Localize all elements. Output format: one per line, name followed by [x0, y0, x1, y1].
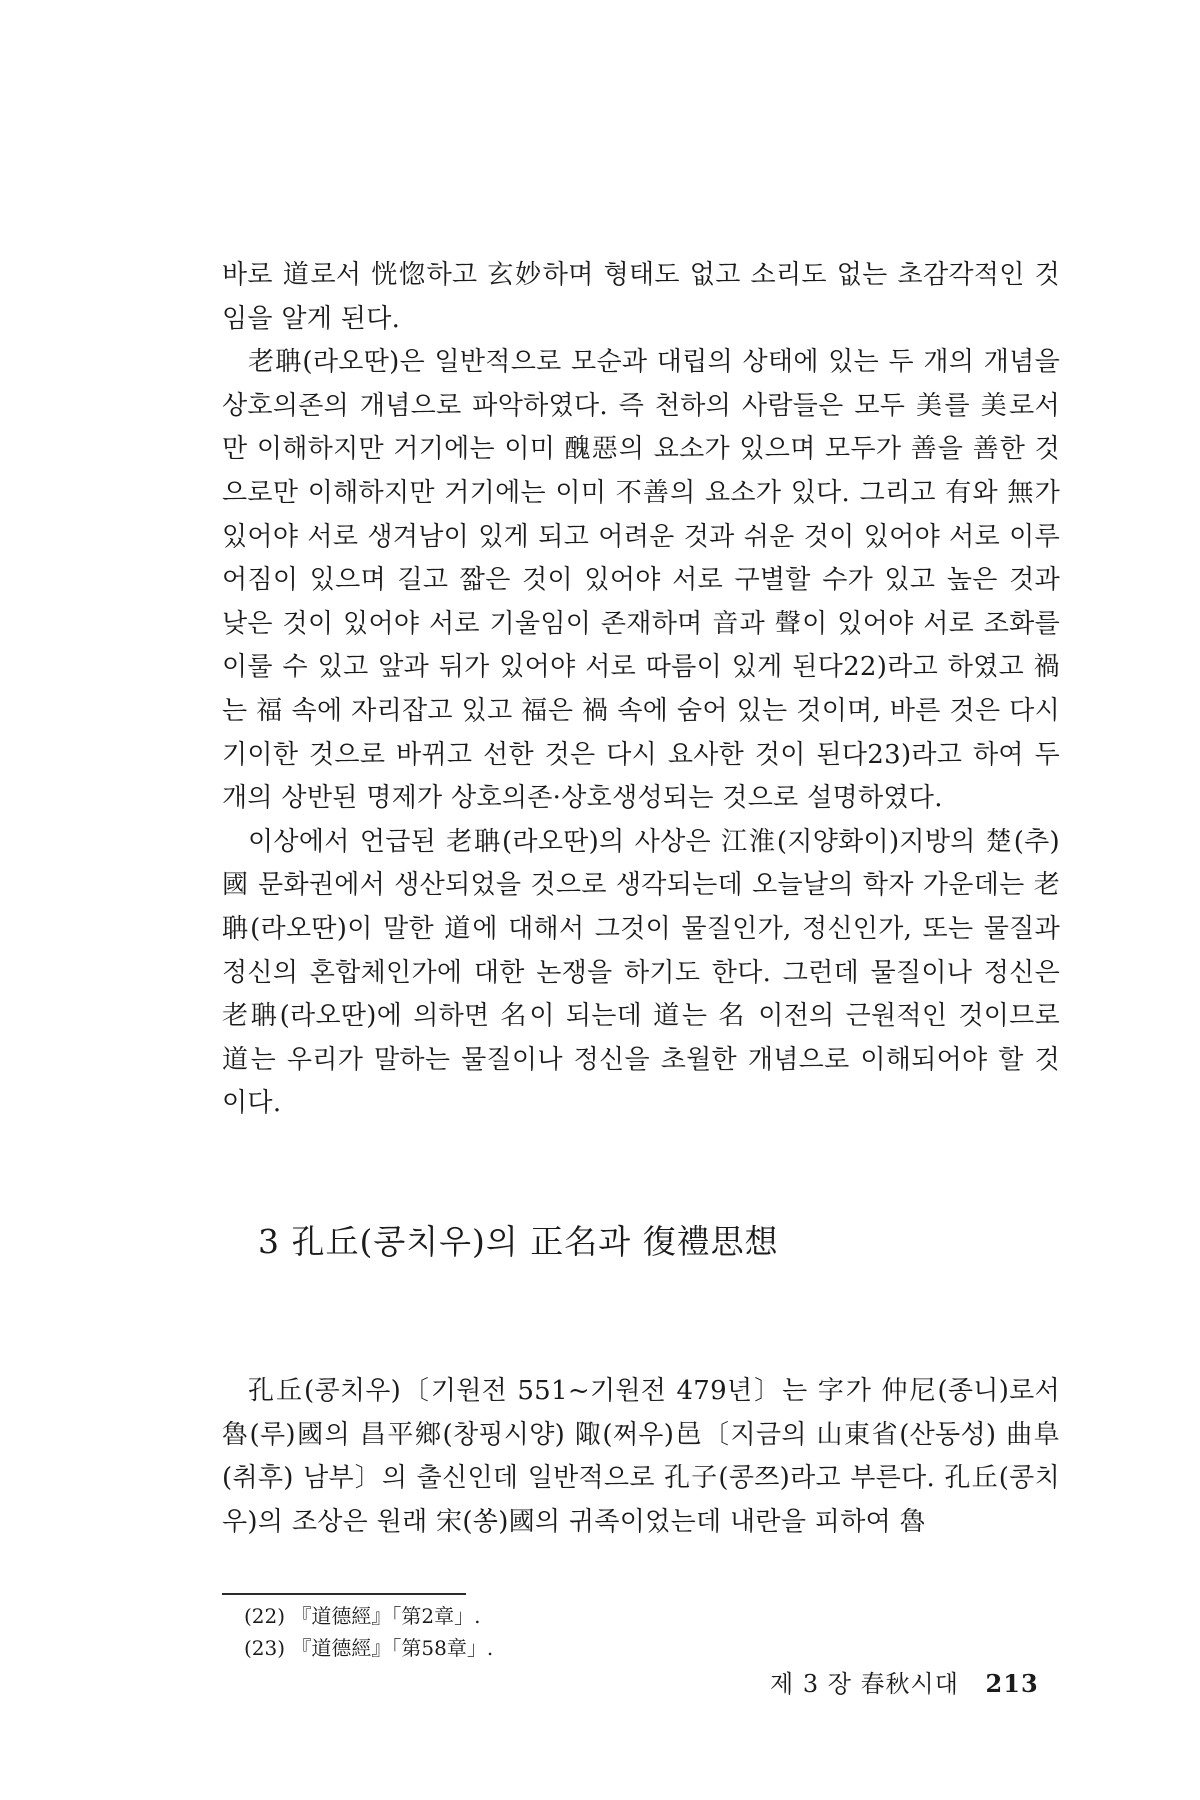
paragraph-laodan-opposites: 老聃(라오딴)은 일반적으로 모순과 대립의 상태에 있는 두 개의 개념을 상호의존의 개념으로 파악하였다. 즉 천하의 사람들은 모두 美를 美로서만 이해하지만 거기에는 이미 醜惡의 요소가 있으며 모두가 善을 善한 것으로만 이해하지만 거기에는 이미 不善의 요소가 있다. 그리고 有와 無가 있어야 서로 생겨남이 있게 되고 어려운 것과 쉬운 것이 있어야 서로 이루어짐이 있으며 길고 짧은 것이 있어야 서로 구별할 수가 있고 높은 것과 낮은 것이 있어야 서로 기울임이 존재하며 音과 聲이 있어야 서로 조화를 이룰 수 있고 앞과 뒤가 있어야 서로 따름이 있게 된다22)라고 하였고 禍는 福 속에 자리잡고 있고 福은 禍 속에 숨어 있는 것이며, 바른 것은 다시 기이한 것으로 바뀌고 선한 것은 다시 요사한 것이 된다23)라고 하여 두 개의 상반된 명제가 상호의존·상호생성되는 것으로 설명하였다. — [222, 347, 1060, 814]
body-text-bottom — [222, 1370, 1060, 1544]
paragraph-kongqiu: 孔丘(콩치우)〔기원전 551~기원전 479년〕는 字가 仲尼(종니)로서 魯(루)國의 昌平鄉(창핑시양) 陬(쩌우)邑〔지금의 山東省(산동성) 曲阜(취후) 남부〕의 출신인데 일반적으로 孔子(콩쯔)라고 부른다. 孔丘(콩치우)의 조상은 원래 宋(쏭)國의 귀족이었는데 내란을 피하여 魯 — [222, 1376, 1060, 1537]
footnote-divider — [222, 1593, 466, 1595]
footnotes — [244, 1600, 493, 1664]
footnote-22: (22) 『道德經』「第2章」. — [244, 1604, 481, 1628]
page-number: 213 — [985, 1669, 1039, 1698]
footnote-23: (23) 『道德經』「第58章」. — [244, 1636, 494, 1660]
running-footer-chapter: 제 3 장 春秋시대 — [770, 1670, 959, 1698]
paragraph-laodan-dao: 이상에서 언급된 老聃(라오딴)의 사상은 江淮(지양화이)지방의 楚(추)國 문화권에서 생산되었을 것으로 생각되는데 오늘날의 학자 가운데는 老聃(라오딴)이 말한 道에 대해서 그것이 물질인가, 정신인가, 또는 물질과 정신의 혼합체인가에 대한 논쟁을 하기도 한다. 그런데 물질이나 정신은 老聃(라오딴)에 의하면 名이 되는데 道는 名 이전의 근원적인 것이므로 道는 우리가 말하는 물질이나 정신을 초월한 개념으로 이해되어야 할 것이다. — [222, 826, 1060, 1119]
body-text-top — [222, 254, 1060, 1126]
paragraph-continuation: 바로 道로서 恍惚하고 玄妙하며 형태도 없고 소리도 없는 초감각적인 것임을 알게 된다. — [222, 260, 1060, 334]
section-heading: 3 孔丘(콩치우)의 正名과 復禮思想 — [258, 1222, 779, 1261]
page-footer — [770, 1664, 1039, 1699]
